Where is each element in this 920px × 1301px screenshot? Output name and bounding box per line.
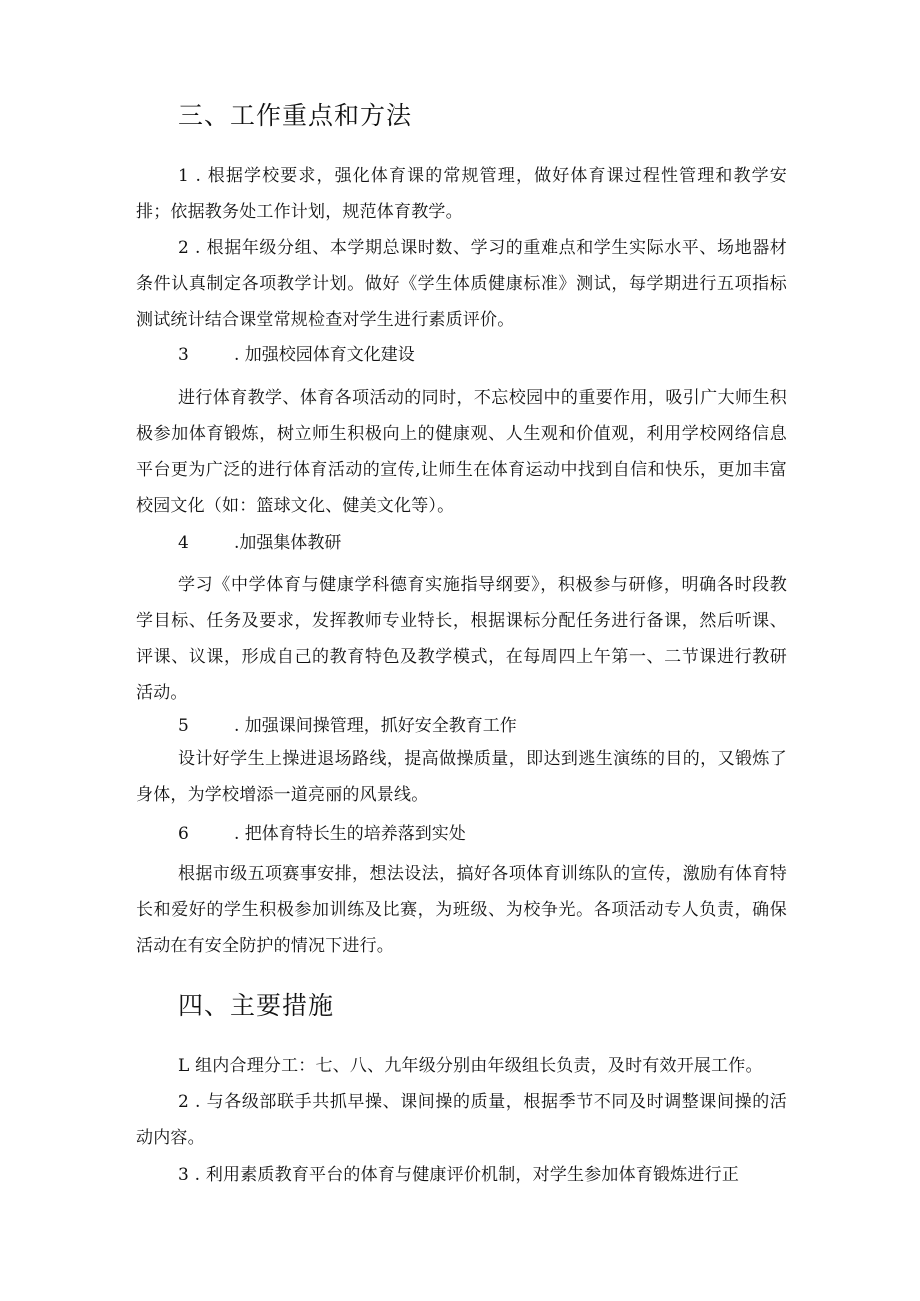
section-3-paragraph-1: 1 . 根据学校要求，强化体育课的常规管理，做好体育课过程性管理和教学安排；依据教务处工作计划，规范体育教学。 — [136, 166, 787, 222]
section-4-paragraph-1: L 组内合理分工：七、八、九年级分别由年级组长负责，及时有效开展工作。 — [178, 1056, 763, 1076]
item-3-title-text: . 加强校园体育文化建设 — [234, 345, 415, 365]
item-5-title — [178, 708, 517, 744]
item-4-body: 学习《中学体育与健康学科德育实施指导纲要》，积极参与研修，明确各时段教学目标、任务及要求，发挥教师专业特长，根据课标分配任务进行备课，然后听课、评课、议课，形成自己的教育特色及教学模式，在每周四上午第一、二节课进行教研活动。 — [136, 575, 787, 703]
item-5-number: 5 — [178, 716, 189, 736]
item-4-number: 4 — [178, 533, 189, 553]
item-6-title-text: . 把体育特长生的培养落到实处 — [234, 824, 466, 844]
item-4-title — [178, 525, 341, 561]
section-4-heading: 四、主要措施 — [178, 991, 335, 1020]
item-6-body: 根据市级五项赛事安排，想法设法，搞好各项体育训练队的宣传，激励有体育特长和爱好的学生积极参加训练及比赛，为班级、为校争光。各项活动专人负责，确保活动在有安全防护的情况下进行。 — [136, 864, 787, 956]
item-3-body: 进行体育教学、体育各项活动的同时，不忘校园中的重要作用，吸引广大师生积极参加体育锻炼，树立师生积极向上的健康观、人生观和价值观，利用学校网络信息平台更为广泛的进行体育活动的宣传,让师生在体育运动中找到自信和快乐，更加丰富校园文化（如：篮球文化、健美文化等）。 — [136, 388, 787, 516]
item-6-number: 6 — [178, 824, 189, 844]
item-3-title — [178, 337, 415, 373]
item-5-title-text: . 加强课间操管理，抓好安全教育工作 — [234, 716, 517, 736]
item-4-title-text: .加强集体教研 — [234, 533, 342, 553]
section-3-heading: 三、工作重点和方法 — [178, 101, 413, 130]
item-6-title — [178, 816, 466, 852]
item-3-number: 3 — [178, 345, 189, 365]
section-4-paragraph-2: 2 . 与各级部联手共抓早操、课间操的质量，根据季节不同及时调整课间操的活动内容。 — [136, 1092, 787, 1148]
section-4-paragraph-3: 3 . 利用素质教育平台的体育与健康评价机制，对学生参加体育锻炼进行正 — [178, 1165, 740, 1185]
item-5-body: 设计好学生上操进退场路线，提高做操质量，即达到逃生演练的目的，又锻炼了身体，为学校增添一道亮丽的风景线。 — [136, 749, 787, 805]
section-3-paragraph-2: 2 . 根据年级分组、本学期总课时数、学习的重难点和学生实际水平、场地器材条件认真制定各项教学计划。做好《学生体质健康标准》测试，每学期进行五项指标测试统计结合课堂常规检查对学生进行素质评价。 — [136, 238, 787, 330]
